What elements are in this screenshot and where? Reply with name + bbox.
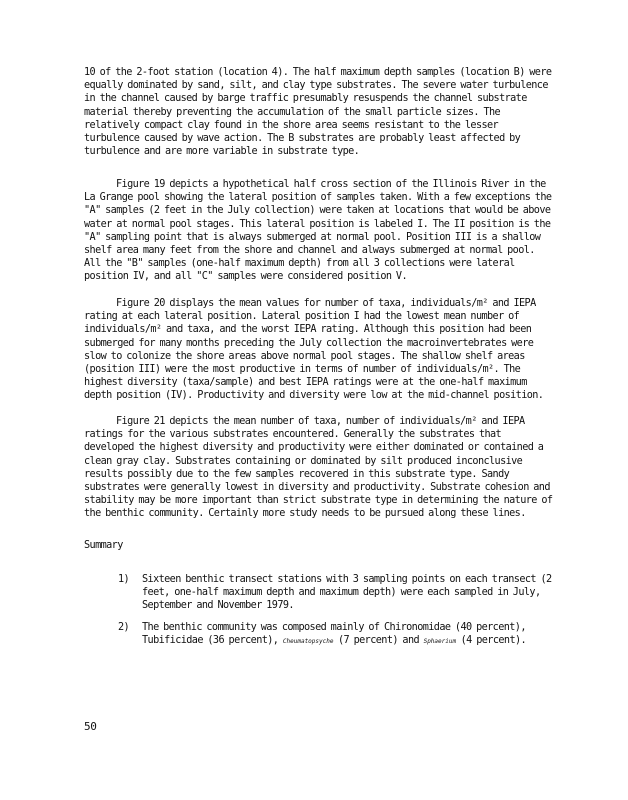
taxon-cheumatopsyche: Cheumatopsyche xyxy=(282,638,334,646)
paragraph-substrate-turbulence: 10 of the 2-foot station (location 4). The half maximum depth samples (location B) were equally dominated by sand, silt, and clay type substrates. The severe water turbulence in the channel caused by barge traffic presumably resuspends the channel substrate material thereby preventing the accumulation of the small particle sizes. The relatively compact clay found in the shore area seems resistant to the lesser turbulence caused by wave action. The B substrates are probably least affected by turbulence and are more variable in substrate type. xyxy=(84,67,552,158)
taxon-sphaerium: Sphaerium xyxy=(423,638,457,646)
summary-item-text: Sixteen benthic transect stations with 3 sampling points on each transect (2 feet, one-half maximum depth and maximum depth) were each sampled in July, September and November 1979. xyxy=(142,574,552,612)
page-number: 50 xyxy=(84,720,97,733)
summary-item-number: 2) xyxy=(118,622,130,633)
summary-text-middle: (7 percent) and xyxy=(338,635,420,647)
summary-item-text xyxy=(142,621,552,648)
paragraph-figure-19: Figure 19 depicts a hypothetical half cross section of the Illinois River in the La Grange pool showing the lateral position of samples taken. With a few exceptions the "A" samples (2 feet in the July collection) were taken at locations that would be above water at normal pool stages. This lateral position is labeled I. The II position is the "A" sampling point that is always submerged at normal pool. Position III is a shallow shelf area many feet from the shore and channel and always submerged at normal pool. All the "B" samples (one-half maximum depth) from all 3 collections were lateral position IV, and all "C" samples were considered position V. xyxy=(84,179,552,283)
paragraph-figure-21: Figure 21 depicts the mean number of taxa, number of individuals/m² and IEPA ratings for the various substrates encountered. Generally the substrates that developed the highest diversity and productivity were either dominated or contained a clean gray clay. Substrates containing or dominated by silt produced inconclusive results possibly due to the few samples recovered in this substrate type. Sandy substrates were generally lowest in diversity and productivity. Substrate cohesion and stability may be more important than strict substrate type in determining the nature of the benthic community. Certainly more study needs to be pursued along these lines. xyxy=(84,416,553,520)
summary-text-after: (4 percent). xyxy=(460,635,527,647)
summary-heading: Summary xyxy=(84,540,123,551)
summary-item-number: 1) xyxy=(118,574,130,585)
paragraph-figure-20: Figure 20 displays the mean values for number of taxa, individuals/m² and IEPA rating at each lateral position. Lateral position I had the lowest mean number of individuals/m² and taxa, and the worst IEPA rating. Although this position had been submerged for many months preceding the July collection the macroinvertebrates were slow to colonize the shore areas above normal pool stages. The shallow shelf areas (position III) were the most productive in terms of number of individuals/m². The highest diversity (taxa/sample) and best IEPA ratings were at the one-half maximum depth position (IV). Productivity and diversity were low at the mid-channel position. xyxy=(84,298,544,402)
summary-text-before: The benthic community was composed mainly of Chironomidae (40 percent), Tubificidae (36 percent), xyxy=(142,622,526,647)
